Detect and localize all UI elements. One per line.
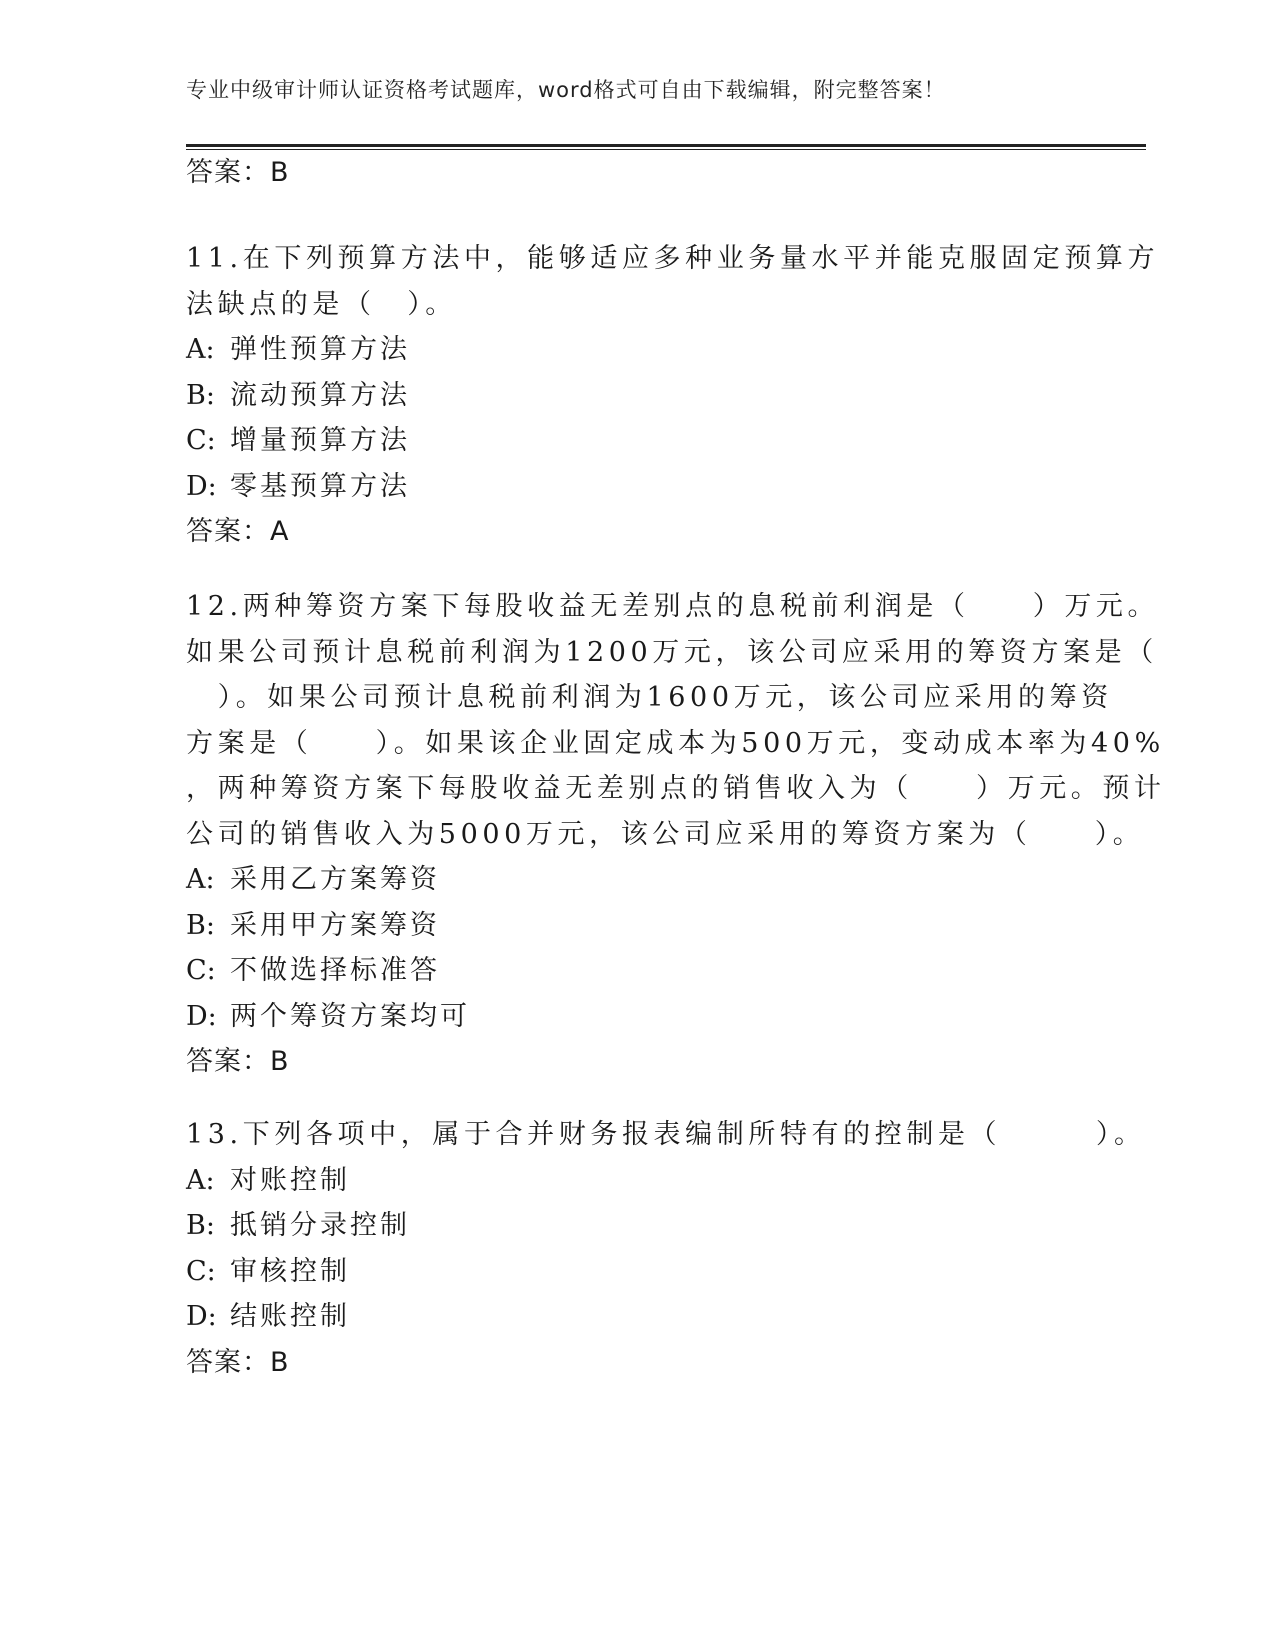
option-key: C: [186, 1255, 216, 1287]
question-stem-line: 公司的销售收入为5000万元，该公司应采用的筹资方案为（ ）。 [186, 818, 1145, 850]
question-13 [186, 1112, 1146, 1385]
option-c [186, 418, 1086, 464]
option-key: D: [186, 1000, 217, 1032]
previous-answer-block [186, 150, 1086, 196]
question-stem-line: ，两种筹资方案下每股收益无差别点的销售收入为（ ）万元。预计 [186, 773, 1166, 804]
option-text: 增量预算方法 [230, 425, 410, 456]
option-text: 抵销分录控制 [230, 1210, 410, 1241]
option-key: A: [186, 1164, 215, 1196]
option-key: D: [186, 470, 217, 502]
option-c [186, 948, 1086, 994]
question-stem-line: 12.两种筹资方案下每股收益无差别点的息税前利润是（ ）万元。 [186, 591, 1160, 622]
answer-label: 答案：A [186, 516, 290, 547]
option-text: 采用乙方案筹资 [230, 864, 440, 895]
option-text: 采用甲方案筹资 [230, 909, 440, 941]
option-a [186, 1158, 1086, 1204]
option-text: 弹性预算方法 [230, 334, 410, 365]
question-stem-line: 13.下列各项中，属于合并财务报表编制所特有的控制是（ ）。 [186, 1119, 1146, 1150]
option-text: 结账控制 [230, 1301, 350, 1332]
option-c [186, 1249, 1086, 1295]
page-header: 专业中级审计师认证资格考试题库，word格式可自由下载编辑，附完整答案！ [186, 78, 946, 102]
answer-label: 答案：B [186, 1346, 290, 1378]
question-11 [186, 236, 1160, 555]
option-key: A: [186, 334, 215, 365]
option-b [186, 373, 1086, 419]
option-d [186, 1294, 1086, 1340]
option-a [186, 857, 1086, 903]
option-text: 审核控制 [230, 1255, 350, 1287]
question-12 [186, 584, 1166, 1085]
question-stem-line: 如果公司预计息税前利润为1200万元，该公司应采用的筹资方案是（ [186, 636, 1158, 668]
option-key: B: [186, 909, 215, 941]
option-key: B: [186, 379, 215, 411]
option-d [186, 994, 1086, 1040]
answer-label: 答案：B [186, 157, 290, 188]
option-text: 对账控制 [230, 1164, 350, 1196]
answer-label: 答案：B [186, 1046, 290, 1077]
option-text: 流动预算方法 [230, 379, 410, 411]
option-key: C: [186, 955, 216, 986]
option-text: 不做选择标准答 [230, 955, 440, 986]
question-stem-line: ）。如果公司预计息税前利润为1600万元，该公司应采用的筹资 [186, 682, 1113, 713]
question-stem-line: 方案是（ ）。如果该企业固定成本为500万元，变动成本率为40% [186, 727, 1165, 759]
option-key: B: [186, 1210, 215, 1241]
option-key: C: [186, 425, 216, 456]
option-key: D: [186, 1301, 217, 1332]
option-b [186, 1203, 1086, 1249]
option-text: 零基预算方法 [230, 470, 410, 502]
option-d [186, 464, 1086, 510]
option-b [186, 903, 1086, 949]
option-text: 两个筹资方案均可 [230, 1000, 470, 1032]
option-a [186, 327, 1086, 373]
question-stem-line: 法缺点的是（ ）。 [186, 288, 457, 320]
option-key: A: [186, 864, 215, 895]
question-stem-line: 11.在下列预算方法中，能够适应多种业务量水平并能克服固定预算方 [186, 243, 1160, 274]
